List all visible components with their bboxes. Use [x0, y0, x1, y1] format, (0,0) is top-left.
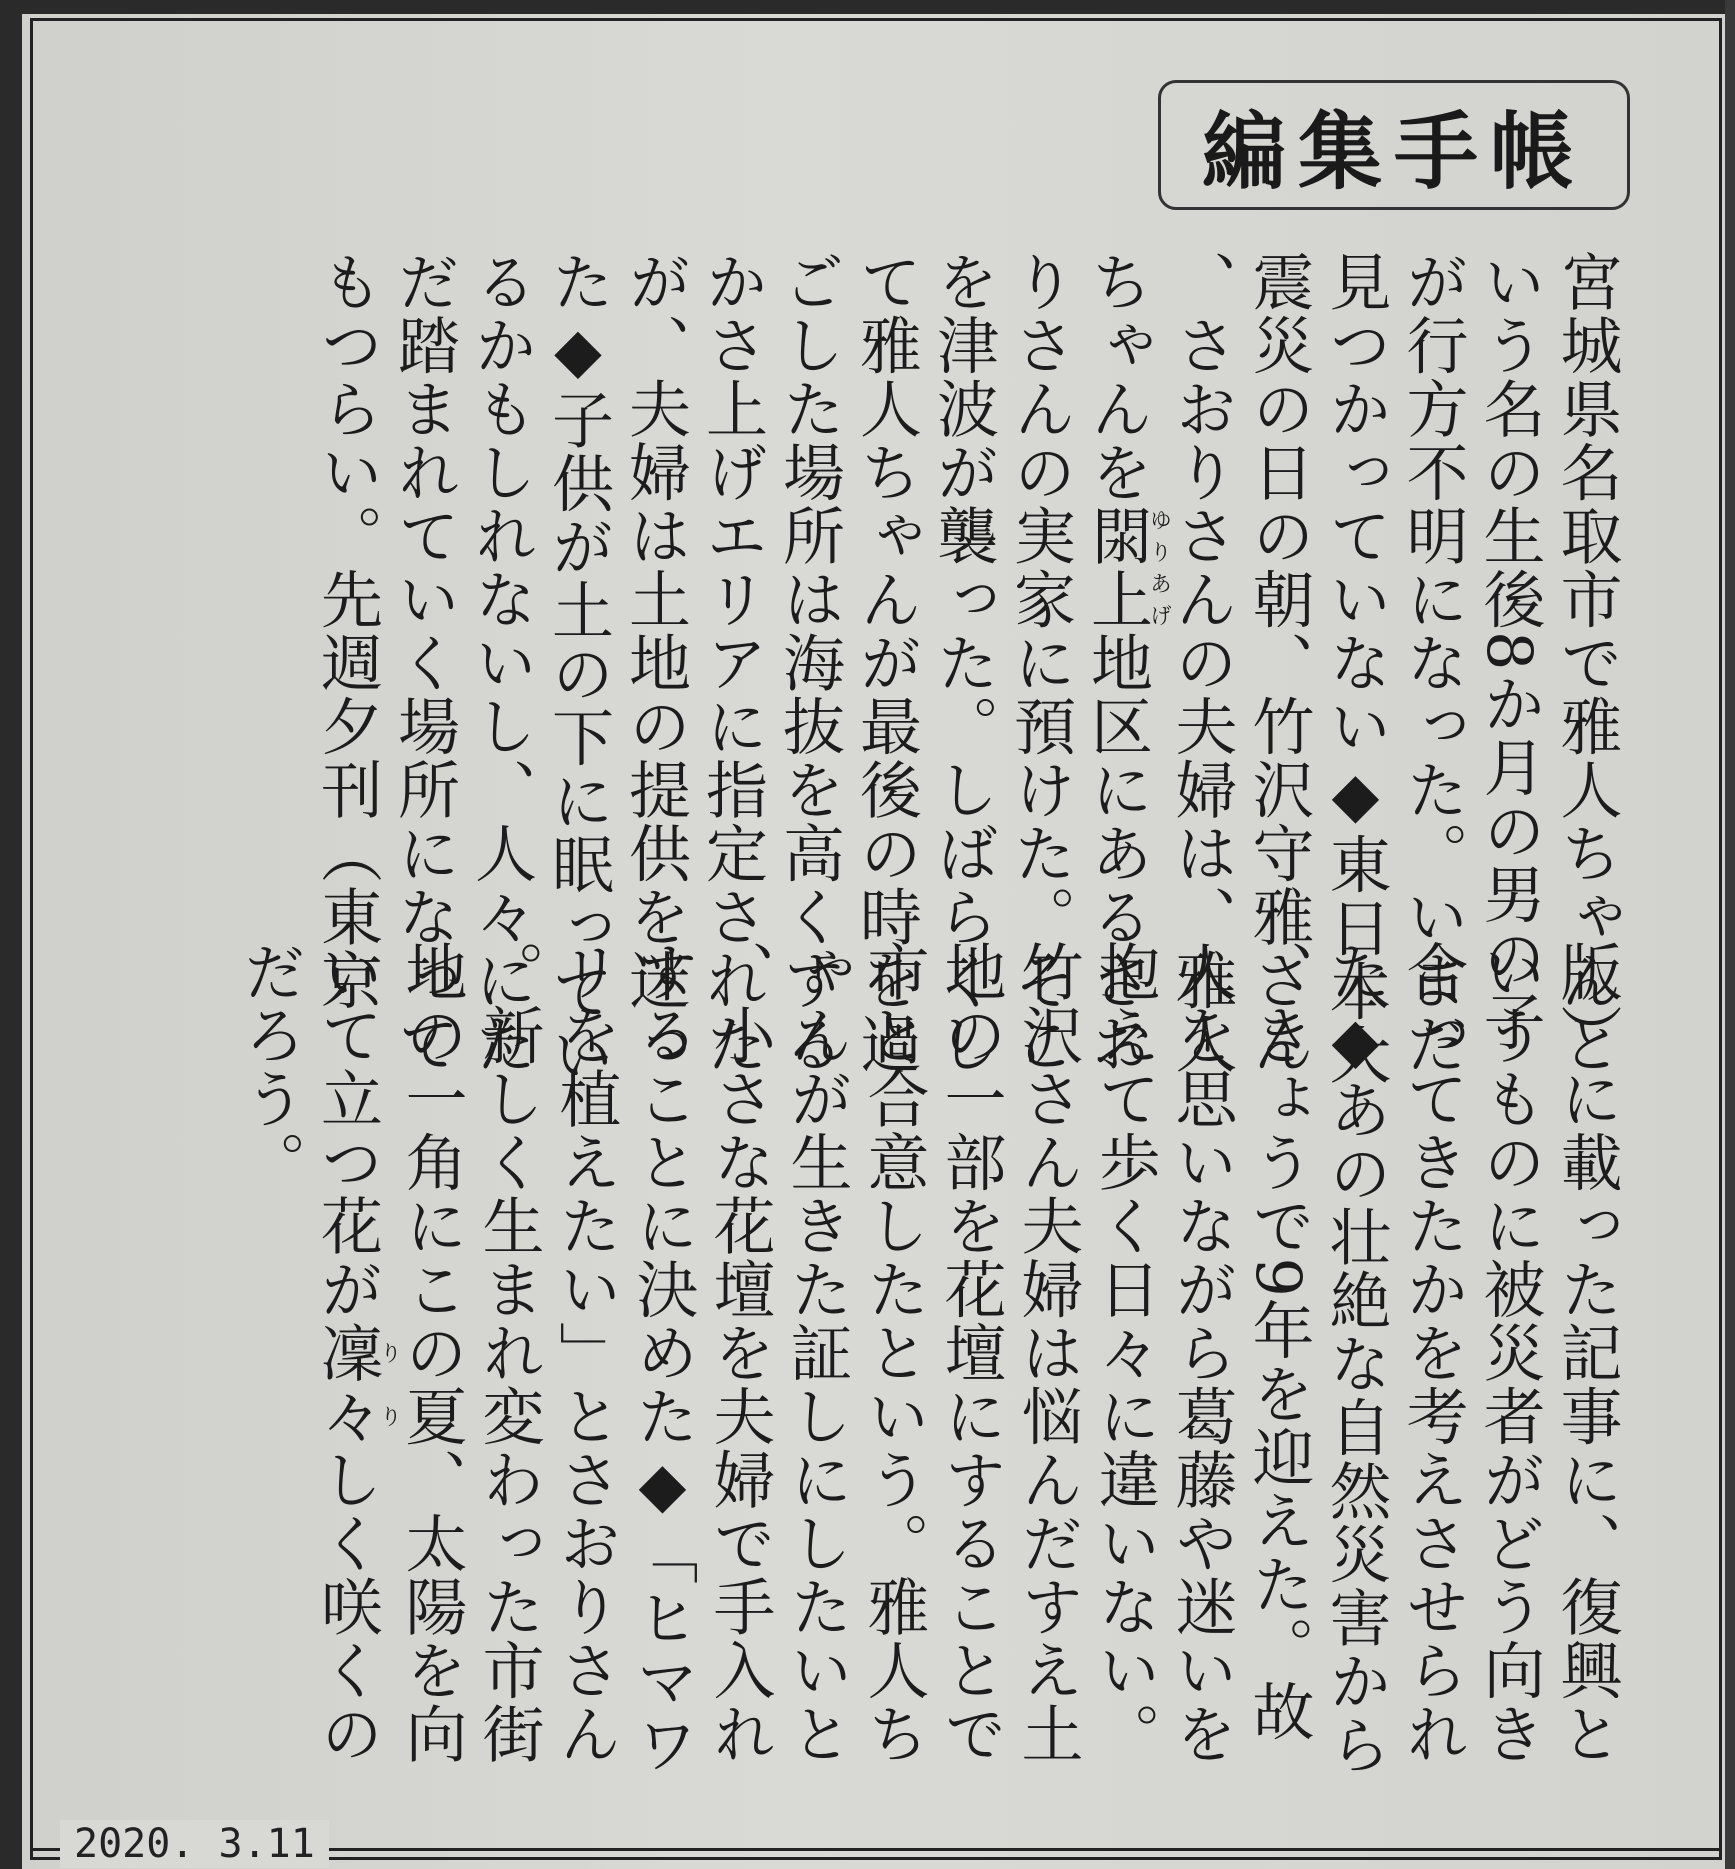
- ruby-riri: 凜々りり: [310, 1321, 402, 1448]
- ruby-text: ゆりあげ: [1146, 504, 1172, 631]
- column-body-lower: 版）に載った記事に、復興と いうものに被災者がどう向き 合ってきたかを考えさせられ た◆あの壮絶な自然災害から 、きょうで9年を迎えた。故 人を思いながら葛藤や迷いを 抱えて歩く日々に違いない。 竹沢さん夫婦は悩んだすえ土 地の一部を花壇にすることで 市と合意したという。雅人ち ゃんが生きた証しにしたいと 、小さな花壇を夫婦で手入れ することに決めた◆「ヒマワ リを植えたい」とさおりさん 。新しく生まれ変わった市街 地の一角にこの夏、太陽を向 いて立つ花が凜々りりしく咲くの だろう。: [233, 940, 1623, 1777]
- publication-date: 2020. 3.11: [60, 1820, 329, 1868]
- column-title-box: [1158, 80, 1630, 210]
- scan-edge-left: [0, 0, 22, 1869]
- scan-edge-top: [0, 0, 1735, 14]
- ruby-text: りり: [376, 1321, 402, 1448]
- ruby-yuriage: 閖上ゆりあげ: [1080, 504, 1172, 631]
- column-body-upper: 宮城県名取市で雅人ちゃんと いう名の生後8か月の男の子 が行方不明になった。いまだ 見つかっていない◆東日本大 震災の日の朝、竹沢守雅さん 、さおりさんの夫婦は、雅人 ちゃんを閖上ゆりあげ地区にあるさお りさんの実家に預けた。そこ を津波が襲った。しばらくし て雅人ちゃんが最後の時を過 ごした場所は海抜を高くする かさ上げエリアに指定された が、夫婦は土地の提供を迷っ た◆子供が土の下に眠ってい るかもしれないし、人々にた だ踏まれていく場所になって もつらい。先週夕刊（東京: [310, 250, 1623, 1087]
- scan-edge-right: [1725, 0, 1735, 1869]
- column-title: 編集手帳: [1201, 102, 1586, 201]
